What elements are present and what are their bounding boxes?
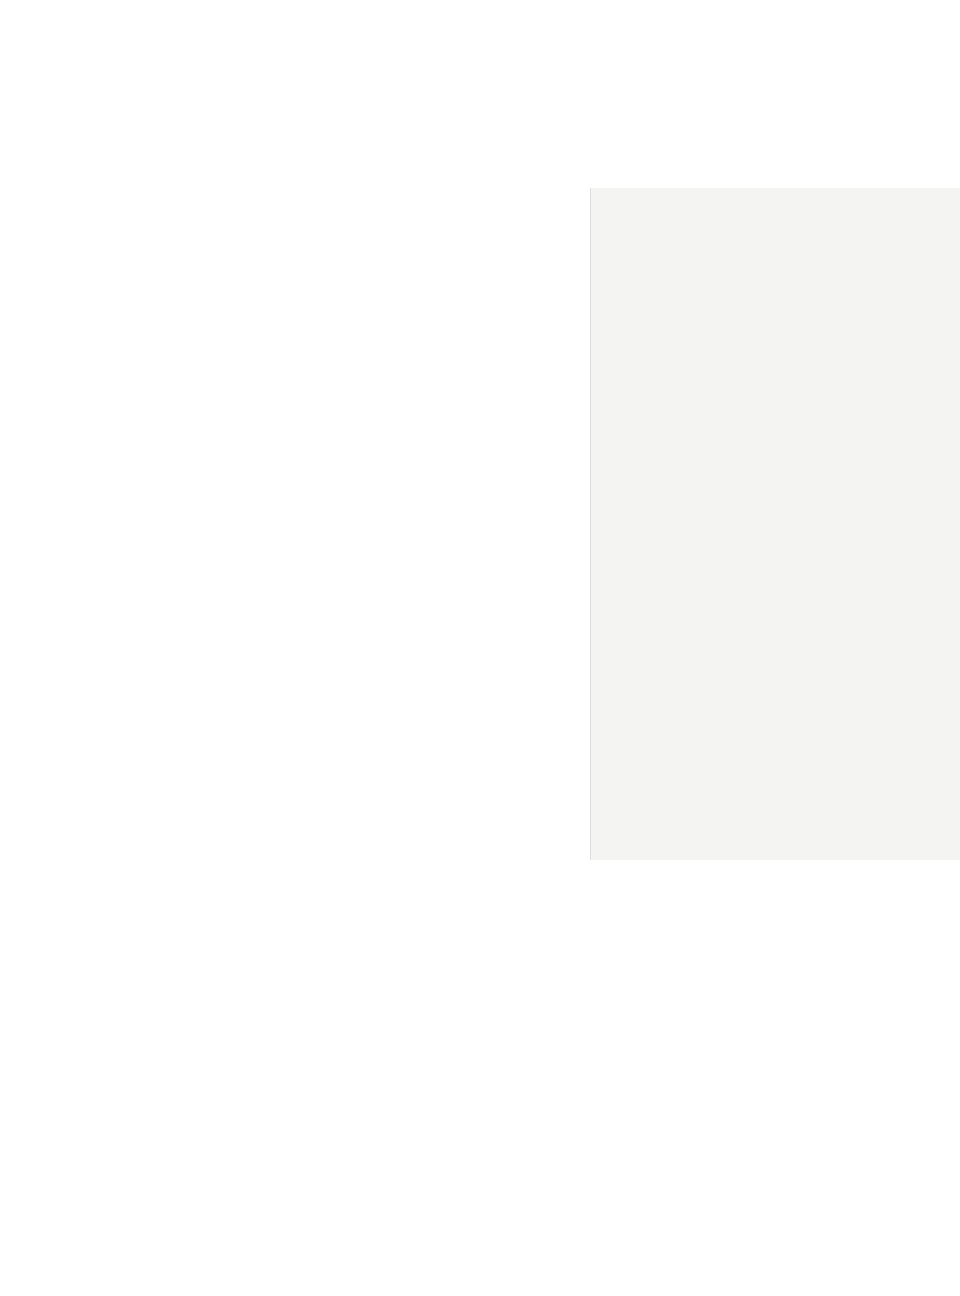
newspaper-clipping-image bbox=[590, 188, 960, 860]
